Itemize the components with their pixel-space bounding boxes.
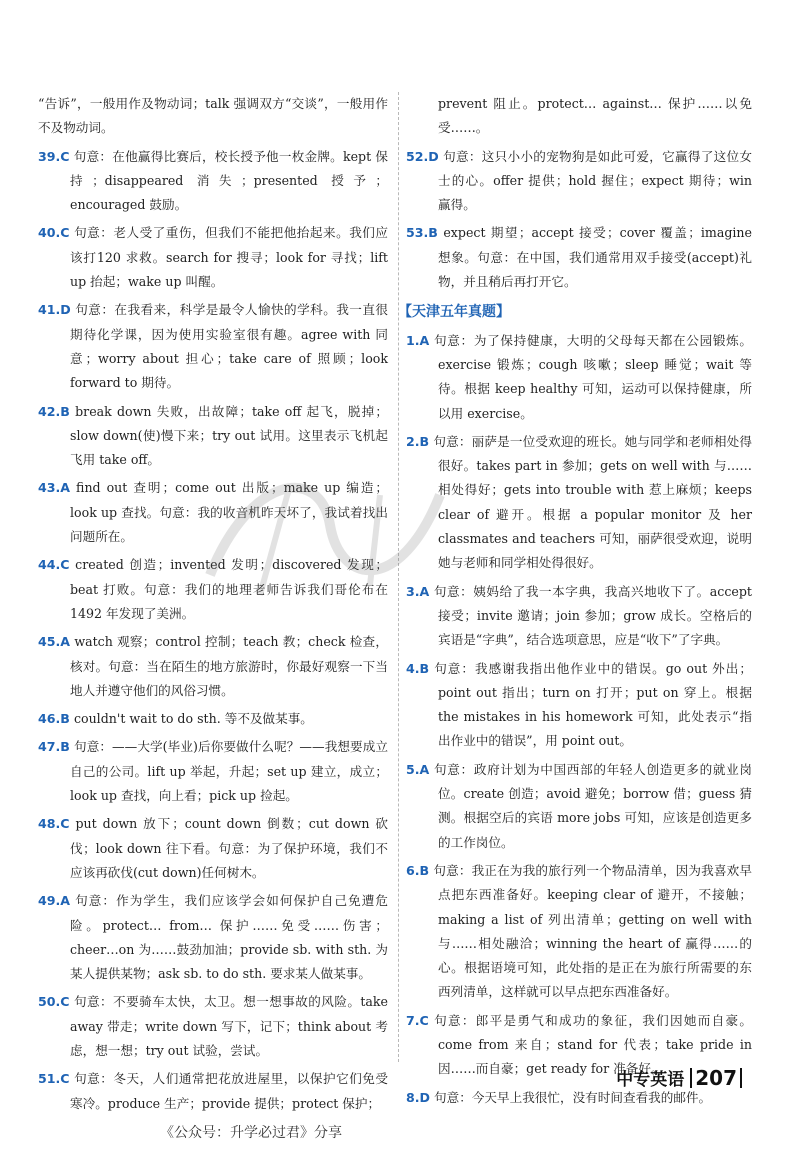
answer-explanation: 句意：郎平是勇气和成功的象征，我们因她而自豪。come from 来自；stand for 代表；take pride in 因……而自豪；get ready for 准备好。 [434, 1012, 752, 1077]
section-title: 【天津五年真题】 [398, 304, 510, 321]
answer-explanation: 句意：我正在为我的旅行列一个物品清单，因为我喜欢早点把东西准备好。keeping clear of 避开，不接触；making a list of 列出清单；getting on well with 与……相处融洽；winning the heart of 赢得……的心。根据语境可知，此处指的是正在为旅行所需要的东西列清单，这样就可以早点把东西准备好。 [433, 862, 752, 1000]
page-footer [616, 1065, 742, 1090]
answer-number: 39.C [38, 148, 70, 164]
right-items-a [406, 145, 752, 295]
answer-explanation: put down 放下；count down 倒数；cut down 砍伐；look down 往下看。句意：为了保护环境，我们不应该再砍伐(cut down)任何树木。 [70, 816, 388, 880]
answer-number: 52.D [406, 148, 439, 164]
answer-number: 5.A [406, 761, 430, 777]
answer-number: 1.A [406, 332, 430, 348]
answer-item [38, 707, 388, 731]
intro-text: “告诉”，一般用作及物动词；talk 强调双方“交谈”，一般用作不及物动词。 [38, 96, 388, 136]
answer-explanation: 句意：政府计划为中国西部的年轻人创造更多的就业岗位。create 创造；avoid 避免；borrow 借；guess 猜测。根据空后的宾语 more jobs 可知，应该是创造更多的工作岗位。 [434, 761, 753, 850]
answer-explanation: 句意：冬天，人们通常把花放进屋里，以保护它们免受寒冷。produce 生产；provide 提供；protect 保护； [70, 1071, 388, 1111]
answer-item [38, 630, 388, 703]
right-items-b [406, 329, 752, 1110]
answer-explanation: 句意：作为学生，我们应该学会如何保护自己免遭危险。protect… from… 保护……免受……伤害；cheer…on 为……鼓劲加油；provide sb. with sth. 为某人提供某物；ask sb. to do sth. 要求某人做某事。 [70, 893, 388, 982]
answer-explanation: 句意：为了保持健康，大明的父母每天都在公园锻炼。exercise 锻炼；cough 咳嗽；sleep 睡觉；wait 等待。根据 keep healthy 可知，运动可以保持健康，所以用 exercise。 [434, 332, 753, 421]
answer-number: 49.A [38, 893, 71, 909]
answer-explanation: 句意：在我看来，科学是最令人愉快的学科。我一直很期待化学课，因为使用实验室很有趣。agree with 同意；worry about 担心；take care of 照顾；look forward to 期待。 [70, 302, 388, 391]
answer-explanation: expect 期望；accept 接受；cover 覆盖；imagine 想象。句意：在中国，我们通常用双手接受(accept)礼物，并且稍后再打开它。 [438, 225, 752, 290]
answer-explanation: 句意：丽萨是一位受欢迎的班长。她与同学和老师相处得很好。takes part in 参加；gets on well with 与……相处得好；gets into trouble with 惹上麻烦；keeps clear of 避开。根据 a popular monitor 及 her classmates and teachers 可知，丽萨很受欢迎，说明她与老师和同学相处得很好。 [433, 433, 752, 571]
watermark-logo [170, 455, 470, 615]
answer-number: 46.B [38, 711, 70, 727]
answer-number: 8.D [406, 1089, 431, 1105]
item-51-continuation: prevent 阻止。protect… against… 保护……以免受……。 [438, 96, 752, 136]
left-items [38, 145, 388, 1116]
page-number: 207 [690, 1068, 742, 1088]
answer-item [38, 298, 388, 395]
answer-number: 42.B [38, 403, 70, 419]
answer-number: 51.C [38, 1071, 70, 1087]
answer-explanation: 句意：在他赢得比赛后，校长授予他一枚金牌。kept 保持；disappeared 消失；presented 授予；encouraged 鼓励。 [70, 148, 388, 213]
answer-item [38, 145, 388, 218]
answer-number: 48.C [38, 816, 70, 832]
answer-item [38, 1067, 388, 1116]
wechat-note: 《公众号：升学必过君》分享 [160, 1125, 342, 1141]
answer-explanation: break down 失败，出故障；take off 起飞，脱掉；slow down(使)慢下来；try out 试用。这里表示飞机起飞用 take off。 [70, 403, 388, 468]
answer-item [38, 221, 388, 294]
answer-number: 6.B [406, 862, 430, 878]
answer-explanation: 句意：姨妈给了我一本字典，我高兴地收下了。accept 接受；invite 邀请；join 参加；grow 成长。空格后的宾语是“字典”，结合选项意思，应是“收下”了字典。 [433, 583, 752, 648]
answer-item [406, 145, 752, 218]
answer-number: 43.A [38, 480, 71, 496]
answer-explanation: 句意：这只小小的宠物狗是如此可爱，它赢得了这位女士的心。offer 提供；hold 握住；expect 期待；win 赢得。 [438, 148, 752, 213]
answer-number: 3.A [406, 583, 430, 599]
answer-number: 4.B [406, 660, 430, 676]
answer-number: 41.D [38, 302, 71, 318]
answer-number: 2.B [406, 433, 430, 449]
answer-number: 53.B [406, 225, 438, 241]
answer-explanation: 句意：——大学(毕业)后你要做什么呢？——我想要成立自己的公司。lift up 举起，升起；set up 建立，成立；look up 查找，向上看；pick up 捡起。 [70, 739, 388, 804]
answer-explanation: find out 查明；come out 出版；make up 编造；look up 查找。句意：我的收音机昨天坏了，我试着找出问题所在。 [70, 480, 388, 545]
answer-item [406, 859, 752, 1005]
answer-number: 7.C [406, 1012, 429, 1028]
answer-item [38, 812, 388, 885]
answer-explanation: watch 观察；control 控制；teach 教；check 检查，核对。句意：当在陌生的地方旅游时，你最好观察一下当地人并遵守他们的风俗习惯。 [70, 634, 388, 698]
answer-explanation: couldn't wait to do sth. 等不及做某事。 [73, 711, 313, 727]
answer-number: 45.A [38, 634, 71, 650]
answer-number: 47.B [38, 739, 70, 755]
answer-item [406, 329, 752, 426]
answer-item [406, 657, 752, 754]
answer-number: 50.C [38, 994, 70, 1010]
answer-item [406, 758, 752, 855]
answer-item [38, 990, 388, 1063]
answer-explanation: created 创造；invented 发明；discovered 发现；beat 打败。句意：我们的地理老师告诉我们哥伦布在 1492 年发现了美洲。 [70, 557, 388, 621]
answer-explanation: 句意：今天早上我很忙，没有时间查看我的邮件。 [434, 1089, 712, 1105]
answer-explanation: 句意：不要骑车太快，太卫。想一想事故的风险。take away 带走；write down 写下，记下；think about 考虑，想一想；try out 试验，尝试。 [70, 994, 388, 1058]
book-title: 中专英语 [616, 1070, 685, 1090]
answer-explanation: 句意：老人受了重伤，但我们不能把他抬起来。我们应该打120 求救。search for 搜寻；look for 寻找；lift up 抬起；wake up 叫醒。 [70, 225, 388, 290]
answer-explanation: 句意：我感谢我指出他作业中的错误。go out 外出；point out 指出；turn on 打开；put on 穿上。根据 the mistakes in his homework 可知，此处表示“指出作业中的错误”，用 point out。 [434, 660, 752, 749]
answer-item [38, 889, 388, 986]
answer-item [38, 735, 388, 808]
answer-item [406, 221, 752, 294]
answer-number: 40.C [38, 225, 70, 241]
answer-number: 44.C [38, 557, 70, 573]
